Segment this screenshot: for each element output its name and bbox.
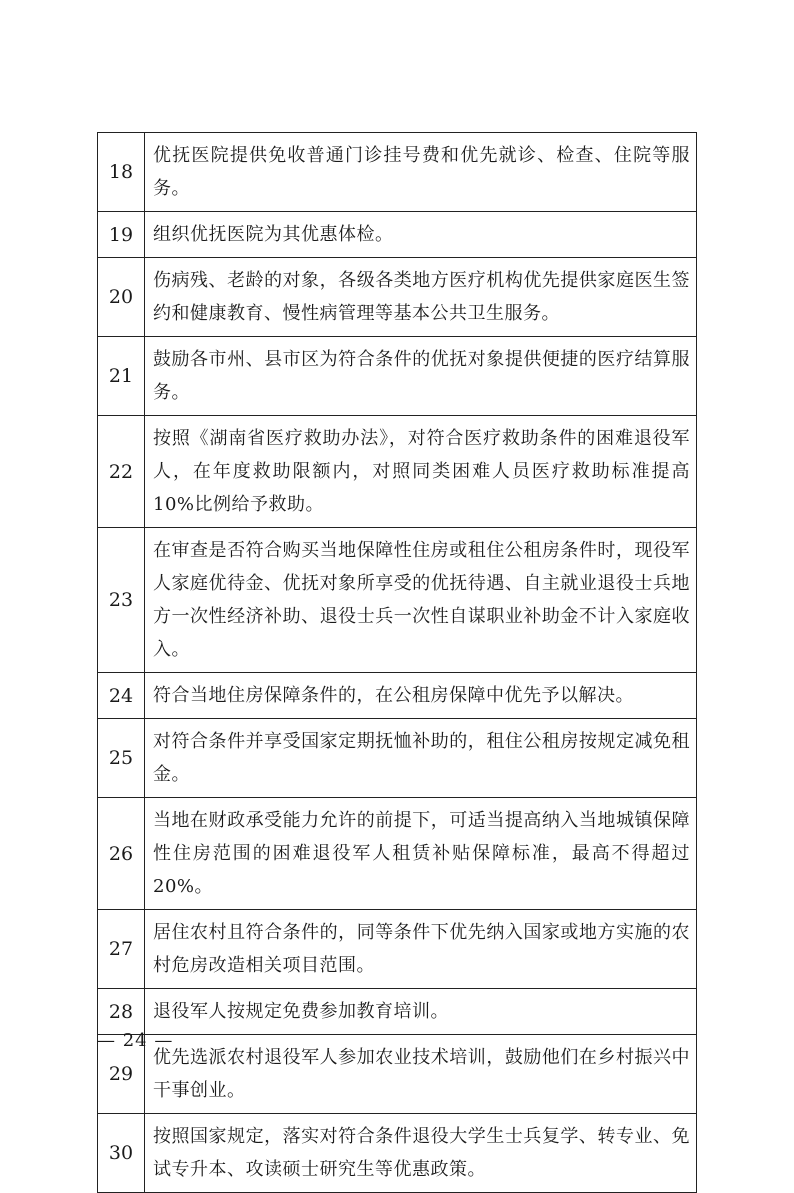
- table-row: [98, 133, 697, 212]
- table-row: [98, 1035, 697, 1114]
- row-number: 29: [98, 1035, 145, 1114]
- row-text: 伤病残、老龄的对象，各级各类地方医疗机构优先提供家庭医生签约和健康教育、慢性病管理等基本公共卫生服务。: [145, 258, 697, 337]
- policy-table: [97, 132, 697, 1193]
- row-number: 30: [98, 1114, 145, 1193]
- row-number: 20: [98, 258, 145, 337]
- row-text: 对符合条件并享受国家定期抚恤补助的，租住公租房按规定减免租金。: [145, 719, 697, 798]
- page-number: — 24 —: [97, 1030, 174, 1051]
- row-text: 鼓励各市州、县市区为符合条件的优抚对象提供便捷的医疗结算服务。: [145, 337, 697, 416]
- row-number: 18: [98, 133, 145, 212]
- table-row: [98, 416, 697, 528]
- row-number: 24: [98, 673, 145, 719]
- row-number: 21: [98, 337, 145, 416]
- row-text: 优先选派农村退役军人参加农业技术培训，鼓励他们在乡村振兴中干事创业。: [145, 1035, 697, 1114]
- row-text: 符合当地住房保障条件的，在公租房保障中优先予以解决。: [145, 673, 697, 719]
- row-number: 25: [98, 719, 145, 798]
- row-text: 组织优抚医院为其优惠体检。: [145, 212, 697, 258]
- row-number: 27: [98, 910, 145, 989]
- row-text: 当地在财政承受能力允许的前提下，可适当提高纳入当地城镇保障性住房范围的困难退役军人租赁补贴保障标准，最高不得超过 20%。: [145, 798, 697, 910]
- row-number: 26: [98, 798, 145, 910]
- table-row: [98, 673, 697, 719]
- row-text: 优抚医院提供免收普通门诊挂号费和优先就诊、检查、住院等服务。: [145, 133, 697, 212]
- row-text: 退役军人按规定免费参加教育培训。: [145, 989, 697, 1035]
- table-row: [98, 798, 697, 910]
- table-row: [98, 337, 697, 416]
- table-row: [98, 1114, 697, 1193]
- table-row: [98, 719, 697, 798]
- table-row: [98, 528, 697, 673]
- row-number: 23: [98, 528, 145, 673]
- row-text: 按照国家规定，落实对符合条件退役大学生士兵复学、转专业、免试专升本、攻读硕士研究生等优惠政策。: [145, 1114, 697, 1193]
- table-row: [98, 212, 697, 258]
- row-text: 按照《湖南省医疗救助办法》，对符合医疗救助条件的困难退役军人，在年度救助限额内，对照同类困难人员医疗救助标准提高 10%比例给予救助。: [145, 416, 697, 528]
- row-number: 19: [98, 212, 145, 258]
- table-row: [98, 989, 697, 1035]
- row-number: 22: [98, 416, 145, 528]
- table-row: [98, 910, 697, 989]
- row-number: 28: [98, 989, 145, 1035]
- table-row: [98, 258, 697, 337]
- row-text: 居住农村且符合条件的，同等条件下优先纳入国家或地方实施的农村危房改造相关项目范围。: [145, 910, 697, 989]
- row-text: 在审查是否符合购买当地保障性住房或租住公租房条件时，现役军人家庭优待金、优抚对象所享受的优抚待遇、自主就业退役士兵地方一次性经济补助、退役士兵一次性自谋职业补助金不计入家庭收入。: [145, 528, 697, 673]
